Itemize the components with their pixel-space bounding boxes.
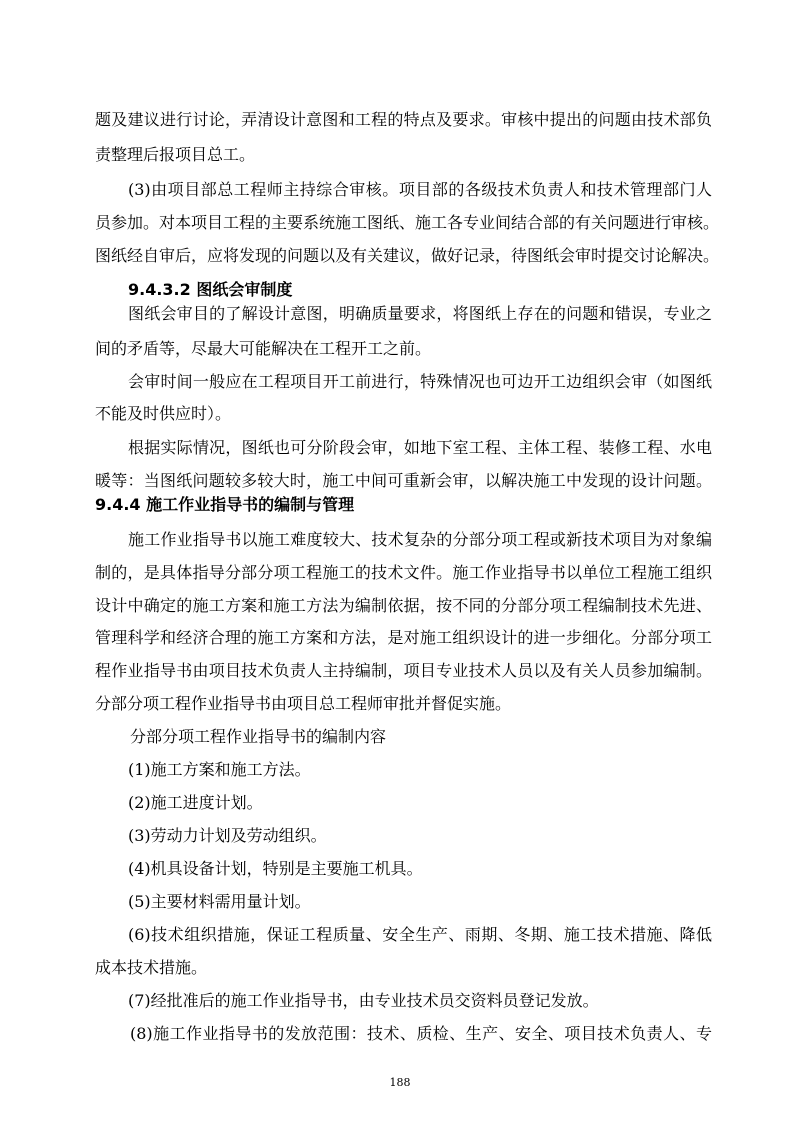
paragraph-line: 图纸经自审后，应将发现的问题以及有关建议，做好记录，待图纸会审时提交讨论解决。 <box>95 246 720 265</box>
list-item: (8)施工作业指导书的发放范围：技术、质检、生产、安全、项目技术负责人、专 <box>130 1024 712 1043</box>
list-item: (5)主要材料需用量计划。 <box>128 892 311 911</box>
paragraph-line: 暖等：当图纸问题较多较大时，施工中间可重新会审，以解决施工中发现的设计问题。 <box>95 471 712 490</box>
paragraph-line: 制的，是具体指导分部分项工程施工的技术文件。施工作业指导书以单位工程施工组织 <box>95 563 712 582</box>
section-heading: 9.4.3.2 图纸会审制度 <box>128 280 293 299</box>
section-heading: 9.4.4 施工作业指导书的编制与管理 <box>95 495 355 514</box>
paragraph-line: 施工作业指导书以施工难度较大、技术复杂的分部分项工程或新技术项目为对象编 <box>128 530 712 549</box>
paragraph-line: 根据实际情况，图纸也可分阶段会审，如地下室工程、主体工程、装修工程、水电 <box>128 438 712 457</box>
paragraph-line: 员参加。对本项目工程的主要系统施工图纸、施工各专业间结合部的有关问题进行审核。 <box>95 213 720 232</box>
paragraph-line: 不能及时供应时）。 <box>95 404 232 423</box>
paragraph-line: 程作业指导书由项目技术负责人主持编制，项目专业技术人员以及有关人员参加编制。 <box>95 661 712 680</box>
paragraph-line: 图纸会审目的了解设计意图，明确质量要求，将图纸上存在的问题和错误，专业之 <box>128 304 712 323</box>
list-item: (4)机具设备计划，特别是主要施工机具。 <box>128 859 423 878</box>
list-item: (6)技术组织措施，保证工程质量、安全生产、雨期、冬期、施工技术措施、降低 <box>128 925 712 944</box>
list-item: (3)劳动力计划及劳动组织。 <box>128 826 327 845</box>
paragraph-line: (3)由项目部总工程师主持综合审核。项目部的各级技术负责人和技术管理部门人 <box>128 180 712 199</box>
paragraph-line: 题及建议进行讨论，弄清设计意图和工程的特点及要求。审核中提出的问题由技术部负 <box>95 110 712 129</box>
paragraph-line: 责整理后报项目总工。 <box>95 145 256 164</box>
list-item: (1)施工方案和施工方法。 <box>128 760 311 779</box>
list-item-continuation: 成本技术措施。 <box>95 958 208 977</box>
paragraph-line: 会审时间一般应在工程项目开工前进行，特殊情况也可边开工边组织会审（如图纸 <box>128 372 712 391</box>
list-item: (7)经批准后的施工作业指导书，由专业技术员交资料员登记发放。 <box>128 991 599 1010</box>
paragraph-line: 分部分项工程作业指导书的编制内容 <box>130 727 387 746</box>
paragraph-line: 管理科学和经济合理的施工方案和方法，是对施工组织设计的进一步细化。分部分项工 <box>95 628 712 647</box>
paragraph-line: 间的矛盾等，尽最大可能解决在工程开工之前。 <box>95 339 432 358</box>
paragraph-line: 设计中确定的施工方案和施工方法为编制依据，按不同的分部分项工程编制技术先进、 <box>95 596 712 615</box>
list-item: (2)施工进度计划。 <box>128 793 263 812</box>
page-number: 188 <box>389 1076 411 1089</box>
paragraph-line: 分部分项工程作业指导书由项目总工程师审批并督促实施。 <box>95 694 512 713</box>
